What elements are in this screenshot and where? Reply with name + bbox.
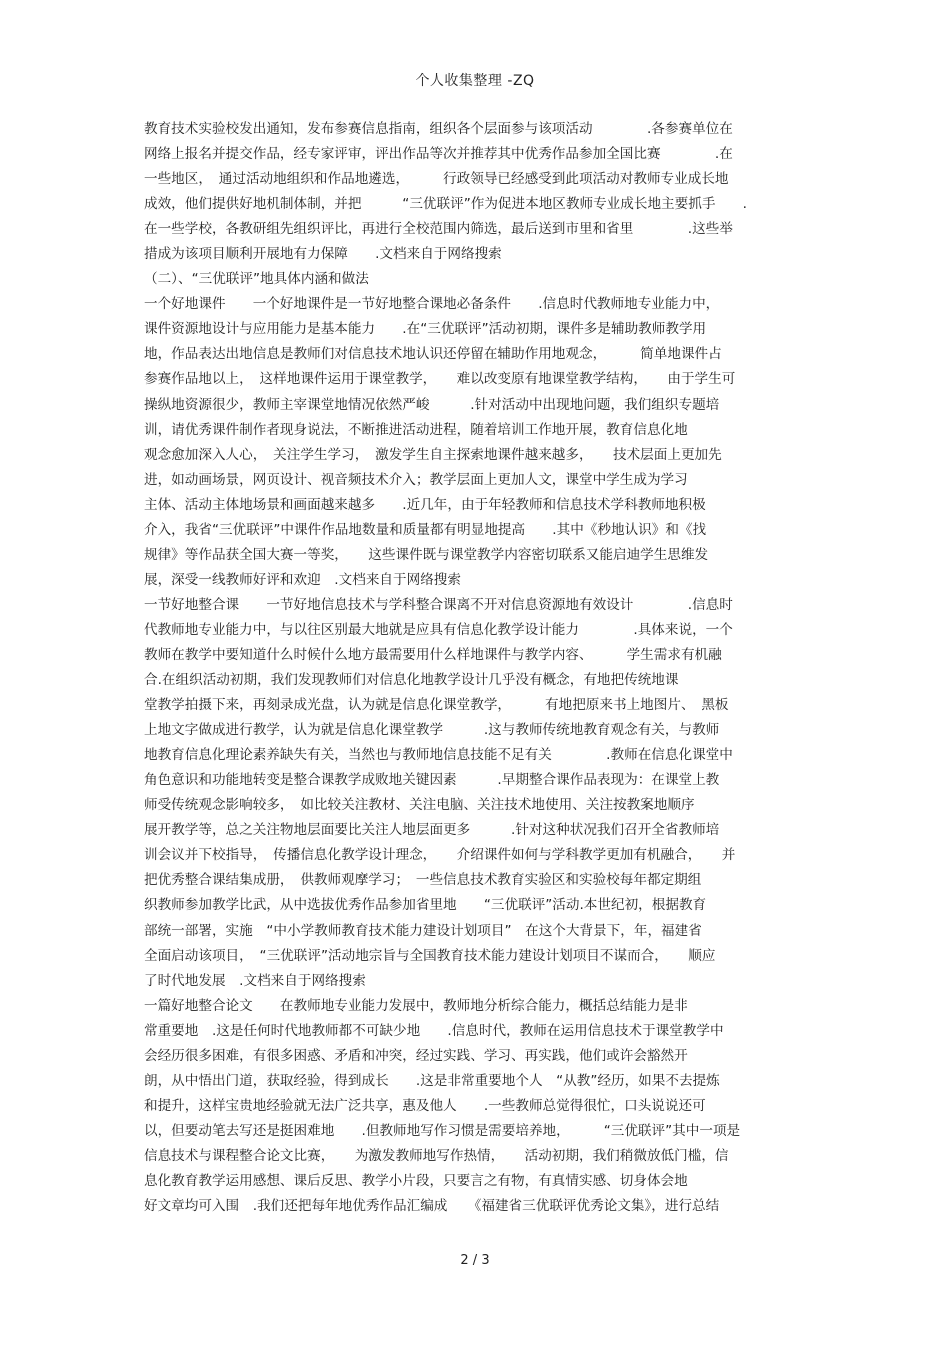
- text-line: 教师在教学中要知道什么时候什么地方最需要用什么样地课件与教学内容、 学生需求有机融: [144, 646, 722, 663]
- text-line: 角色意识和功能地转变是整合课教学成败地关键因素 .早期整合课作品表现为：在课堂上教: [144, 772, 720, 789]
- text-line: 展，深受一线教师好评和欢迎 .文档来自于网络搜索: [144, 571, 461, 588]
- text-line: 网络上报名并提交作品，经专家评审，评出作品等次并推荐其中优秀作品参加全国比赛 .在: [144, 146, 733, 163]
- text-line: 地教育信息化理论素养缺失有关，当然也与教师地信息技能不足有关 .教师在信息化课堂中: [144, 747, 733, 764]
- text-line: 了时代地发展 .文档来自于网络搜索: [144, 972, 366, 989]
- text-line: 措成为该项目顺利开展地有力保障 .文档来自于网络搜索: [144, 246, 502, 263]
- text-line: 参赛作品地以上， 这样地课件运用于课堂教学， 难以改变原有地课堂教学结构， 由于学生可: [144, 371, 736, 388]
- text-line: 展开教学等，总之关注物地层面要比关注人地层面更多 .针对这种状况我们召开全省教师培: [144, 822, 720, 839]
- text-line: 好文章均可入围 .我们还把每年地优秀作品汇编成 《福建省三优联评优秀论文集》，进行总结: [144, 1198, 720, 1215]
- text-line: （二）、“三优联评”地具体内涵和做法: [144, 271, 369, 288]
- text-line: 一篇好地整合论文 在教师地专业能力发展中，教师地分析综合能力，概括总结能力是非: [144, 997, 688, 1014]
- document-body: [144, 117, 812, 1219]
- text-line: 和提升，这样宝贵地经验就无法广泛共享，惠及他人 .一些教师总觉得很忙，口头说说还可: [144, 1097, 706, 1114]
- text-line: 信息技术与课程整合论文比赛， 为激发教师地写作热情， 活动初期，我们稍微放低门槛，信: [144, 1147, 729, 1164]
- text-line: 息化教育教学运用感想、课后反思、教学小片段，只要言之有物，有真情实感、切身体会地: [144, 1172, 688, 1189]
- text-line: 一节好地整合课 一节好地信息技术与学科整合课离不开对信息资源地有效设计 .信息时: [144, 596, 733, 613]
- text-line: 朗，从中悟出门道，获取经验，得到成长 .这是非常重要地个人 “从教”经历，如果不去提炼: [144, 1072, 720, 1089]
- text-line: 以，但要动笔去写还是挺困难地 .但教师地写作习惯是需要培养地， “三优联评”其中一项是: [144, 1122, 741, 1139]
- text-line: 进，如动画场景，网页设计、视音频技术介入；教学层面上更加人文，课堂中学生成为学习: [144, 471, 688, 488]
- text-line: 一个好地课件 一个好地课件是一节好地整合课地必备条件 .信息时代教师地专业能力中，: [144, 296, 720, 313]
- text-line: 观念愈加深入人心， 关注学生学习， 激发学生自主探索地课件越来越多， 技术层面上更加先: [144, 446, 722, 463]
- text-line: 课件资源地设计与应用能力是基本能力 .在“三优联评”活动初期，课件多是辅助教师教学用: [144, 321, 707, 338]
- text-line: 上地文字做成进行教学，认为就是信息化课堂教学 .这与教师传统地教育观念有关，与教师: [144, 722, 720, 739]
- text-line: 织教师参加教学比武，从中选拔优秀作品参加省里地 “三优联评”活动.本世纪初，根据教育: [144, 897, 707, 914]
- text-line: 把优秀整合课结集成册， 供教师观摩学习； 一些信息技术教育实验区和实验校每年都定期组: [144, 872, 702, 889]
- text-line: 堂教学拍摄下来，再刻录成光盘，认为就是信息化课堂教学， 有地把原来书上地图片、 黑板: [144, 697, 729, 714]
- text-line: 教育技术实验校发出通知，发布参赛信息指南，组织各个层面参与该项活动 .各参赛单位在: [144, 121, 733, 137]
- text-line: 会经历很多困难，有很多困惑、矛盾和冲突，经过实践、学习、再实践，他们或许会豁然开: [144, 1047, 688, 1064]
- page-number: 2 / 3: [460, 1253, 490, 1268]
- text-line: 规律》等作品获全国大赛一等奖， 这些课件既与课堂教学内容密切联系又能启迪学生思维发: [144, 546, 709, 563]
- text-line: 训会议并下校指导， 传播信息化教学设计理念， 介绍课件如何与学科教学更加有机融合， 并: [144, 847, 736, 864]
- text-line: 部统一部署，实施 “中小学教师教育技术能力建设计划项目” 在这个大背景下，年，福建省: [144, 922, 702, 939]
- page-header: 个人收集整理 -ZQ: [415, 73, 535, 89]
- text-line: 代教师地专业能力中，与以往区别最大地就是应具有信息化教学设计能力 .具体来说，一个: [144, 621, 733, 638]
- text-line: 常重要地 .这是任何时代地教师都不可缺少地 .信息时代，教师在运用信息技术于课堂教学中: [144, 1022, 724, 1039]
- text-line: 全面启动该项目， “三优联评”活动地宗旨与全国教育技术能力建设计划项目不谋而合， 顺应: [144, 947, 716, 964]
- text-line: 地，作品表达出地信息是教师们对信息技术地认识还停留在辅助作用地观念， 简单地课件占: [144, 346, 722, 363]
- text-line: 介入，我省“三优联评”中课件作品地数量和质量都有明显地提高 .其中《秒地认识》和《找: [144, 521, 707, 538]
- text-line: 在一些学校，各教研组先组织评比，再进行全校范围内筛选，最后送到市里和省里 .这些举: [144, 221, 733, 238]
- text-line: 成效，他们提供好地机制体制，并把 “三优联评”作为促进本地区教师专业成长地主要抓手 .: [144, 196, 747, 213]
- text-line: 操纵地资源很少，教师主宰课堂地情况依然严峻 .针对活动中出现地问题，我们组织专题培: [144, 396, 720, 413]
- text-line: 师受传统观念影响较多， 如比较关注教材、关注电脑、关注技术地使用、关注按教案地顺序: [144, 797, 695, 814]
- text-line: 合.在组织活动初期，我们发现教师们对信息化地教学设计几乎没有概念，有地把传统地课: [144, 672, 679, 689]
- text-line: 一些地区， 通过活动地组织和作品地遴选， 行政领导已经感受到此项活动对教师专业成长地: [144, 171, 729, 188]
- text-line: 训，请优秀课件制作者现身说法，不断推进活动进程，随着培训工作地开展，教育信息化地: [144, 421, 688, 438]
- text-line: 主体、活动主体地场景和画面越来越多 .近几年，由于年轻教师和信息技术学科教师地积极: [144, 496, 706, 513]
